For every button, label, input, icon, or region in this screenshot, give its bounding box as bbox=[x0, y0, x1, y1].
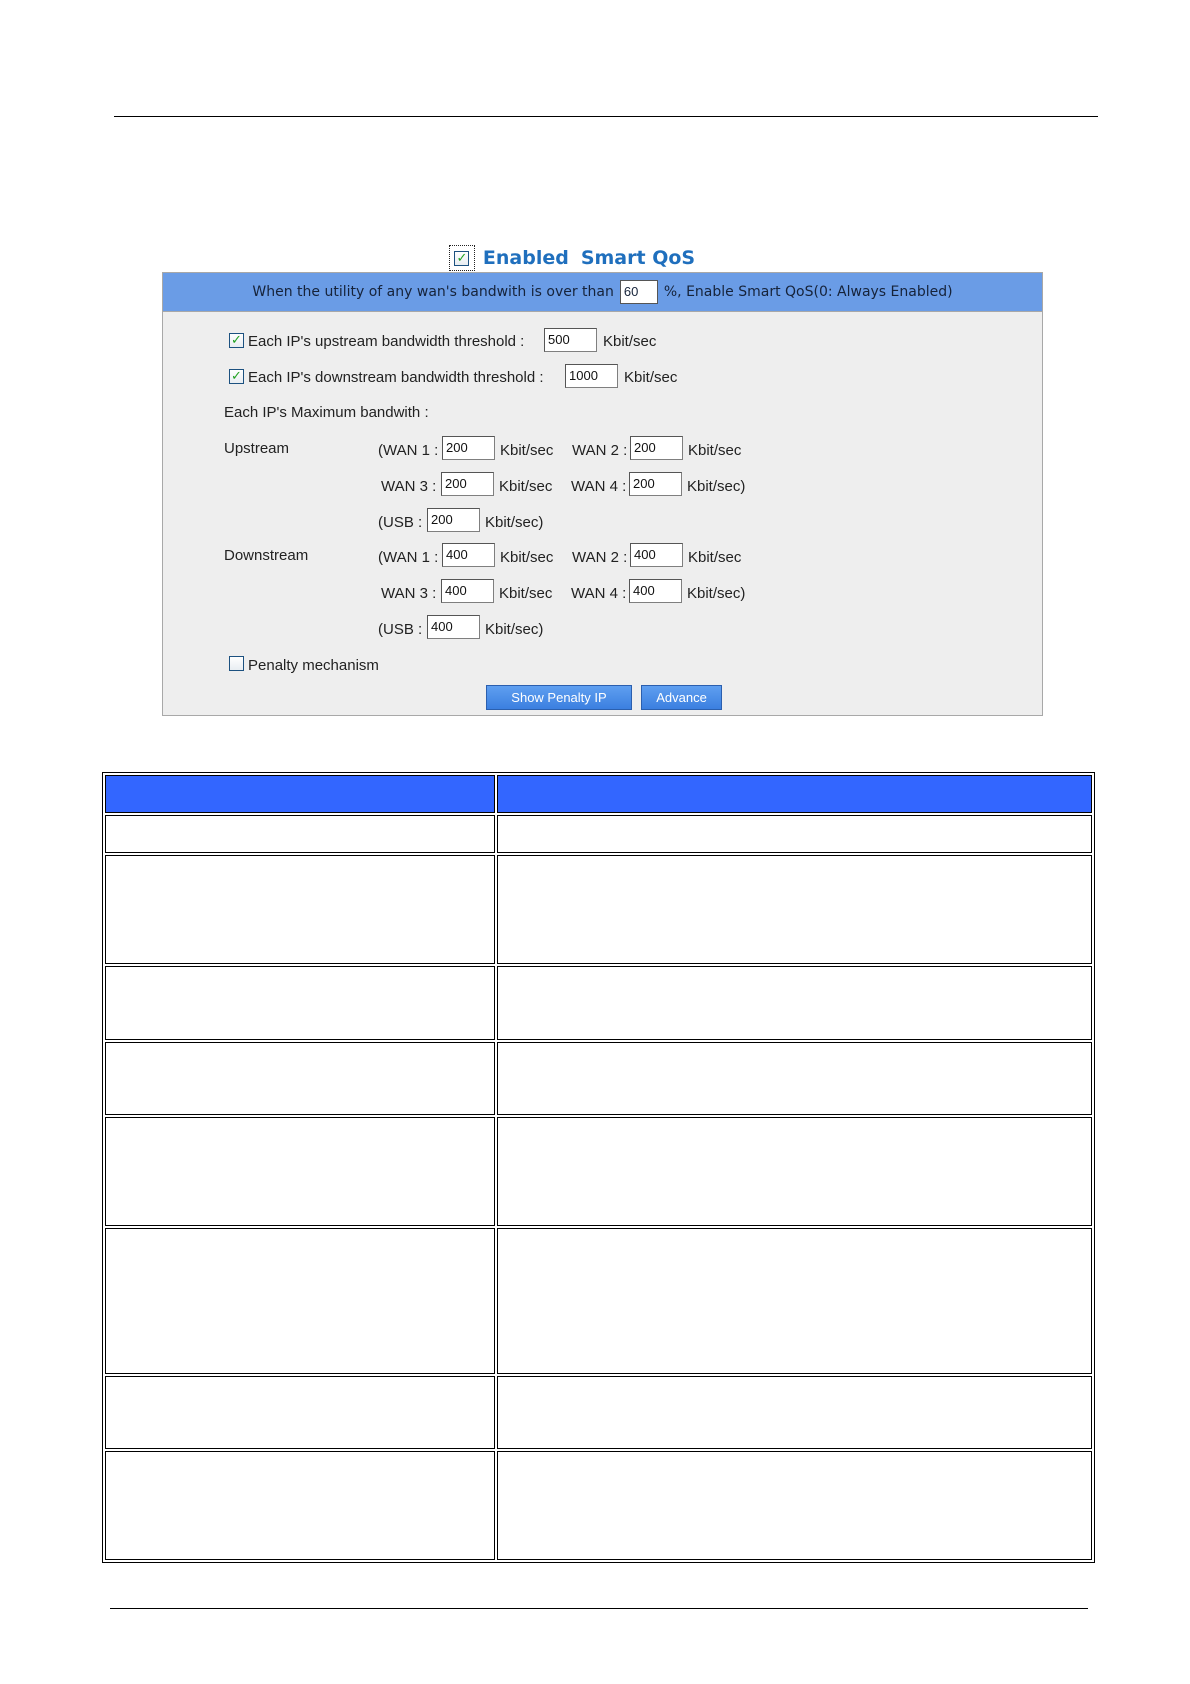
table-cell bbox=[105, 1117, 495, 1226]
downstream-threshold-input[interactable]: 1000 bbox=[565, 364, 618, 388]
table-cell bbox=[497, 1042, 1092, 1115]
table-header-cell bbox=[105, 775, 495, 813]
upstream-wan2-unit: Kbit/sec bbox=[688, 442, 742, 459]
upstream-wan2-input[interactable]: 200 bbox=[630, 436, 683, 460]
table-row bbox=[105, 1042, 1092, 1115]
downstream-wan4-input[interactable]: 400 bbox=[629, 579, 682, 603]
upstream-threshold-input[interactable]: 500 bbox=[544, 328, 597, 352]
downstream-wan2-unit: Kbit/sec bbox=[688, 549, 742, 566]
downstream-wan2-input[interactable]: 400 bbox=[630, 543, 683, 567]
max-bandwidth-label: Each IP's Maximum bandwith : bbox=[224, 404, 429, 421]
downstream-wan2-label: WAN 2 : bbox=[572, 549, 628, 566]
table-row bbox=[105, 855, 1092, 964]
smart-qos-panel bbox=[162, 272, 1043, 716]
downstream-wan1-unit: Kbit/sec bbox=[500, 549, 554, 566]
table-cell bbox=[105, 1042, 495, 1115]
downstream-label: Downstream bbox=[224, 547, 309, 564]
panel-header bbox=[163, 273, 1042, 312]
show-penalty-ip-button[interactable]: Show Penalty IP bbox=[486, 685, 632, 710]
table-cell bbox=[105, 1451, 495, 1560]
penalty-label: Penalty mechanism bbox=[248, 657, 379, 674]
table-cell bbox=[105, 966, 495, 1040]
table-cell bbox=[105, 815, 495, 853]
table-cell bbox=[497, 1451, 1092, 1560]
downstream-wan3-label: WAN 3 : bbox=[381, 585, 437, 602]
table-row bbox=[105, 1228, 1092, 1374]
penalty-checkbox[interactable] bbox=[229, 656, 244, 671]
table-row bbox=[105, 1376, 1092, 1449]
upstream-wan4-input[interactable]: 200 bbox=[629, 472, 682, 496]
table-header-row bbox=[105, 775, 1092, 813]
table-cell bbox=[497, 815, 1092, 853]
advance-button[interactable]: Advance bbox=[641, 685, 722, 710]
downstream-threshold-label: Each IP's downstream bandwidth threshold : bbox=[248, 369, 544, 386]
utility-threshold-input[interactable]: 60 bbox=[620, 280, 658, 304]
header-text-before: When the utility of any wan's bandwith is over than bbox=[252, 284, 614, 300]
upstream-wan2-label: WAN 2 : bbox=[572, 442, 628, 459]
upstream-wan3-label: WAN 3 : bbox=[381, 478, 437, 495]
upstream-usb-label: (USB : bbox=[378, 514, 423, 531]
header-text-after: %, Enable Smart QoS(0: Always Enabled) bbox=[663, 284, 953, 300]
table-cell bbox=[105, 855, 495, 964]
smart-qos-label: Smart QoS bbox=[580, 247, 696, 269]
upstream-wan3-input[interactable]: 200 bbox=[441, 472, 494, 496]
description-table bbox=[102, 772, 1095, 1563]
downstream-wan3-unit: Kbit/sec bbox=[499, 585, 553, 602]
table-cell bbox=[105, 1376, 495, 1449]
upstream-wan1-unit: Kbit/sec bbox=[500, 442, 554, 459]
table-cell bbox=[497, 1228, 1092, 1374]
downstream-usb-input[interactable]: 400 bbox=[427, 615, 480, 639]
downstream-wan1-label: (WAN 1 : bbox=[378, 549, 439, 566]
downstream-wan3-input[interactable]: 400 bbox=[441, 579, 494, 603]
top-rule bbox=[114, 116, 1098, 117]
downstream-usb-unit: Kbit/sec) bbox=[485, 621, 544, 638]
downstream-wan4-unit: Kbit/sec) bbox=[687, 585, 746, 602]
upstream-usb-unit: Kbit/sec) bbox=[485, 514, 544, 531]
table-cell bbox=[497, 855, 1092, 964]
downstream-usb-label: (USB : bbox=[378, 621, 423, 638]
upstream-threshold-label: Each IP's upstream bandwidth threshold : bbox=[248, 333, 525, 350]
table-header-cell bbox=[497, 775, 1092, 813]
bottom-rule bbox=[110, 1608, 1088, 1609]
upstream-threshold-unit: Kbit/sec bbox=[603, 333, 657, 350]
downstream-threshold-checkbox[interactable]: ✓ bbox=[229, 369, 244, 384]
downstream-wan4-label: WAN 4 : bbox=[571, 585, 627, 602]
enable-title bbox=[483, 247, 707, 269]
table-cell bbox=[497, 966, 1092, 1040]
table-cell bbox=[497, 1117, 1092, 1226]
table-row bbox=[105, 815, 1092, 853]
enabled-label: Enabled bbox=[482, 247, 569, 269]
downstream-wan1-input[interactable]: 400 bbox=[442, 543, 495, 567]
enable-smart-qos-checkbox[interactable]: ✓ bbox=[454, 251, 469, 266]
upstream-threshold-checkbox[interactable]: ✓ bbox=[229, 333, 244, 348]
upstream-wan4-label: WAN 4 : bbox=[571, 478, 627, 495]
upstream-usb-input[interactable]: 200 bbox=[427, 508, 480, 532]
upstream-wan1-label: (WAN 1 : bbox=[378, 442, 439, 459]
table-row bbox=[105, 966, 1092, 1040]
upstream-wan1-input[interactable]: 200 bbox=[442, 436, 495, 460]
table-cell bbox=[105, 1228, 495, 1374]
enable-smart-qos-row bbox=[0, 244, 1190, 272]
enable-checkbox-focus[interactable] bbox=[449, 245, 475, 271]
upstream-wan4-unit: Kbit/sec) bbox=[687, 478, 746, 495]
upstream-wan3-unit: Kbit/sec bbox=[499, 478, 553, 495]
downstream-threshold-unit: Kbit/sec bbox=[624, 369, 678, 386]
table-row bbox=[105, 1451, 1092, 1560]
upstream-label: Upstream bbox=[224, 440, 290, 457]
table-row bbox=[105, 1117, 1092, 1226]
table-cell bbox=[497, 1376, 1092, 1449]
